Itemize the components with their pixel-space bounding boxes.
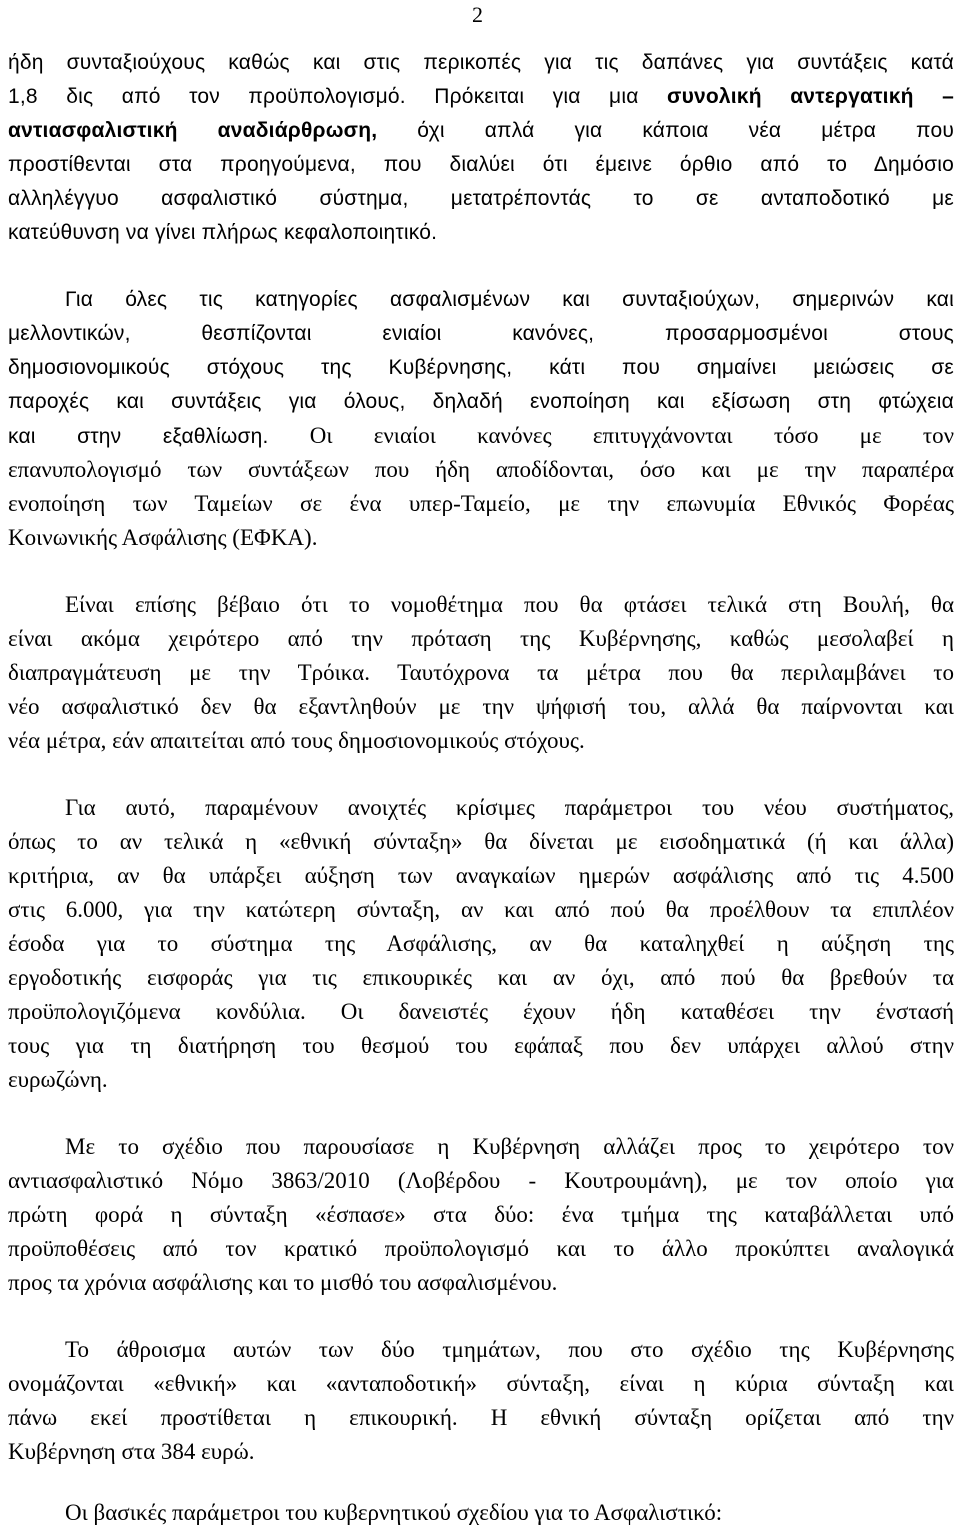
text-line: ονομάζονται «εθνική» και «ανταποδοτική» σύνταξη, είναι η κύρια σύνταξη και xyxy=(8,1371,954,1396)
text-span: όχι απλά για κάποια νέα μέτρα που xyxy=(377,119,955,142)
text-span: 1,8 δις από τον προϋπολογισμό. Πρόκειται για μια xyxy=(8,85,667,108)
page-number: 2 xyxy=(472,2,483,27)
bold-text: συνολική αντεργατική – xyxy=(667,85,954,108)
text-line: ενοποίηση των Ταμείων σε ένα υπερ-Ταμείο, με την επωνυμία Εθνικός Φορέας xyxy=(8,491,954,516)
text-line: όπως το αν τελικά η «εθνική σύνταξη» θα δίνεται με εισοδηματικά (ή και άλλα) xyxy=(8,829,954,854)
text-line: Οι βασικές παράμετροι του κυβερνητικού σχεδίου για το Ασφαλιστικό: xyxy=(65,1500,723,1525)
text-line: Το άθροισμα αυτών των δύο τμημάτων, που στο σχέδιο της Κυβέρνησης xyxy=(65,1337,954,1362)
text-line: παροχές και συντάξεις για όλους, δηλαδή ενοποίηση και εξίσωση στη φτώχεια xyxy=(8,390,954,413)
text-line: προϋποθέσεις από τον κρατικό προϋπολογισμό και το άλλο προκύπτει αναλογικά xyxy=(8,1236,954,1261)
text-line: πρώτη φορά η σύνταξη «έσπασε» στα δύο: ένα τμήμα της καταβάλλεται υπό xyxy=(8,1202,954,1227)
text-line: δημοσιονομικούς στόχους της Κυβέρνησης, κάτι που σημαίνει μειώσεις σε xyxy=(8,356,954,379)
text-line: μελλοντικών, θεσπίζονται ενιαίοι κανόνες, προσαρμοσμένοι στους xyxy=(8,322,954,345)
text-line: Για αυτό, παραμένουν ανοιχτές κρίσιμες παράμετροι του νέου συστήματος, xyxy=(65,795,954,820)
text-line: ευρωζώνη. xyxy=(8,1067,108,1092)
text-line: Κυβέρνηση στα 384 ευρώ. xyxy=(8,1439,255,1464)
text-line: αλληλέγγυο ασφαλιστικό σύστημα, μετατρέποντάς το σε ανταποδοτικό με xyxy=(8,187,954,210)
text-line: Είναι επίσης βέβαιο ότι το νομοθέτημα που θα φτάσει τελικά στη Βουλή, θα xyxy=(65,592,954,617)
text-line xyxy=(8,114,954,148)
text-line: κατεύθυνση να γίνει πλήρως κεφαλοποιητικό. xyxy=(8,221,438,244)
bold-text: αντιασφαλιστική αναδιάρθρωση, xyxy=(8,119,378,142)
text-line: στις 6.000, για την κατώτερη σύνταξη, αν και από πού θα προέλθουν τα επιπλέον xyxy=(8,897,954,922)
text-line: Κοινωνικής Ασφάλισης (ΕΦΚΑ). xyxy=(8,525,318,550)
text-line: προστίθενται στα προηγούμενα, που διαλύει ότι έμεινε όρθιο από το Δημόσιο xyxy=(8,153,954,176)
text-line: νέα μέτρα, εάν απαιτείται από τους δημοσιονομικούς στόχους. xyxy=(8,728,585,753)
text-line: πάνω εκεί προστίθεται η επικουρική. Η εθνική σύνταξη ορίζεται από την xyxy=(8,1405,954,1430)
text-line: νέο ασφαλιστικό δεν θα εξαντληθούν με την ψήφισή του, αλλά θα παίρνονται και xyxy=(8,694,954,719)
text-line: ήδη συνταξιούχους καθώς και στις περικοπές για τις δαπάνες για συντάξεις κατά xyxy=(8,51,954,74)
text-line: κριτήρια, αν θα υπάρξει αύξηση των αναγκαίων ημερών ασφάλισης από τις 4.500 xyxy=(8,863,954,888)
text-line: εργοδοτικής εισφοράς για τις επικουρικές και αν όχι, από πού θα βρεθούν τα xyxy=(8,965,954,990)
text-line: τους για τη διατήρηση του θεσμού του εφάπαξ που δεν υπάρχει αλλού στην xyxy=(8,1033,954,1058)
text-line: αντιασφαλιστικό Νόμο 3863/2010 (Λοβέρδου - Κουτρουμάνη), με τον οποίο για xyxy=(8,1168,954,1193)
text-span: και στην εξαθλίωση. xyxy=(8,425,269,448)
text-line xyxy=(8,419,954,453)
text-line xyxy=(8,80,954,114)
text-line: έσοδα για το σύστημα της Ασφάλισης, αν θα καταληχθεί η αύξηση της xyxy=(8,931,954,956)
text-span: Οι ενιαίοι κανόνες επιτυγχάνονται τόσο με τον xyxy=(268,423,954,448)
text-line: Για όλες τις κατηγορίες ασφαλισμένων και συνταξιούχων, σημερινών και xyxy=(65,288,954,311)
text-line: είναι ακόμα χειρότερο από την πρόταση της Κυβέρνησης, καθώς μεσολαβεί η xyxy=(8,626,954,651)
text-line: Με το σχέδιο που παρουσίασε η Κυβέρνηση αλλάζει προς το χειρότερο τον xyxy=(65,1134,954,1159)
text-line: προς τα χρόνια ασφάλισης και το μισθό του ασφαλισμένου. xyxy=(8,1270,558,1295)
text-line: επανυπολογισμό των συντάξεων που ήδη αποδίδονται, όσο και με την παραπέρα xyxy=(8,457,954,482)
text-line: προϋπολογιζόμενα κονδύλια. Οι δανειστές έχουν ήδη καταθέσει την ένστασή xyxy=(8,999,954,1024)
text-line: διαπραγμάτευση με την Τρόικα. Ταυτόχρονα τα μέτρα που θα περιλαμβάνει το xyxy=(8,660,954,685)
